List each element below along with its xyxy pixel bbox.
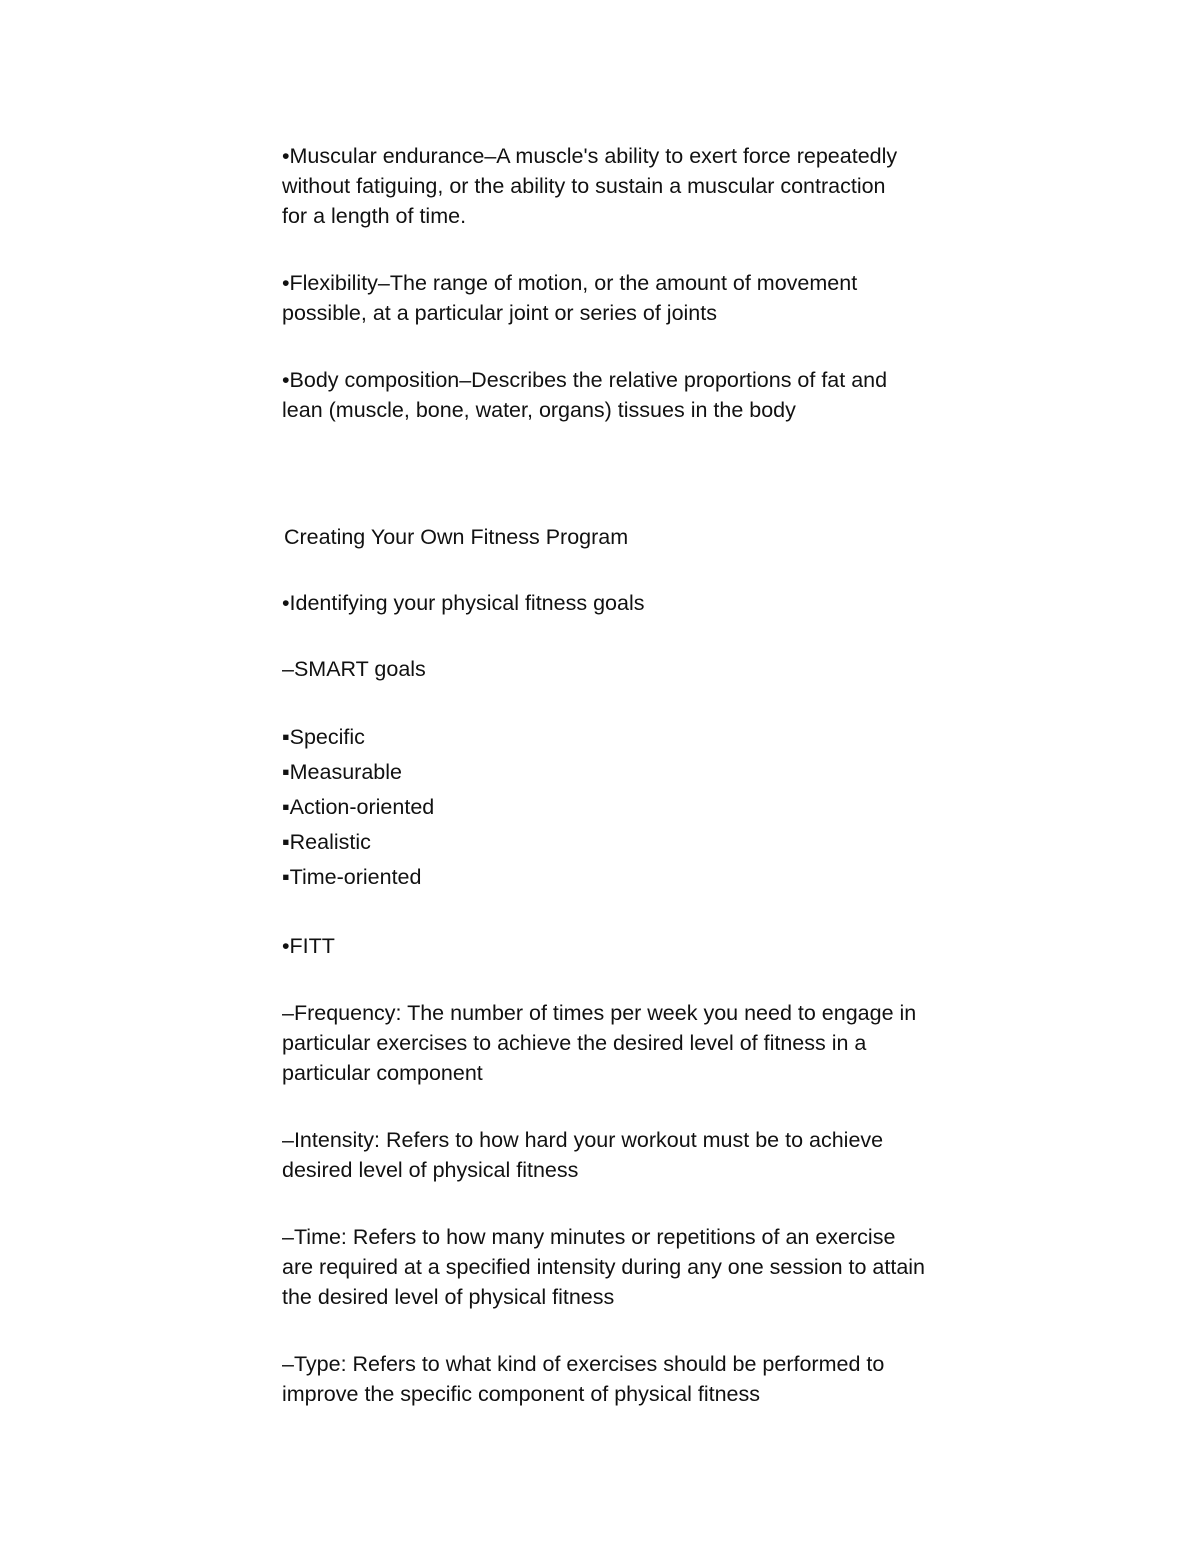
- fitt-intensity: –Intensity: Refers to how hard your workout must be to achieve desired level of physical fitness: [282, 1128, 884, 1182]
- paragraph-muscular-endurance: •Muscular endurance–A muscle's ability to exert force repeatedly without fatiguing, or the ability to sustain a muscular contraction for a length of time.: [282, 144, 898, 228]
- fitt-type: –Type: Refers to what kind of exercises should be performed to improve the specific component of physical fitness: [282, 1352, 885, 1406]
- smart-list-item: ▪Action-oriented: [282, 795, 435, 819]
- smart-list-item: ▪Measurable: [282, 760, 402, 784]
- smart-list-item: ▪Specific: [282, 725, 365, 749]
- smart-list-item: ▪Time-oriented: [282, 865, 422, 889]
- smart-list: [282, 720, 1002, 895]
- paragraph-body-composition: •Body composition–Describes the relative proportions of fat and lean (muscle, bone, water, organs) tissues in the body: [282, 368, 888, 422]
- fitt-item: •FITT: [282, 934, 335, 958]
- document-body: [282, 141, 1002, 1409]
- fitt-frequency: –Frequency: The number of times per week you need to engage in particular exercises to achieve the desired level of fitness in a particular component: [282, 1001, 917, 1085]
- smart-goals-item: –SMART goals: [282, 657, 426, 681]
- section-heading: Creating Your Own Fitness Program: [284, 525, 629, 549]
- fitt-time: –Time: Refers to how many minutes or repetitions of an exercise are required at a specified intensity during any one session to attain the desired level of physical fitness: [282, 1225, 926, 1309]
- smart-list-item: ▪Realistic: [282, 830, 371, 854]
- paragraph-flexibility: •Flexibility–The range of motion, or the amount of movement possible, at a particular joint or series of joints: [282, 271, 858, 325]
- goals-item: •Identifying your physical fitness goals: [282, 591, 645, 615]
